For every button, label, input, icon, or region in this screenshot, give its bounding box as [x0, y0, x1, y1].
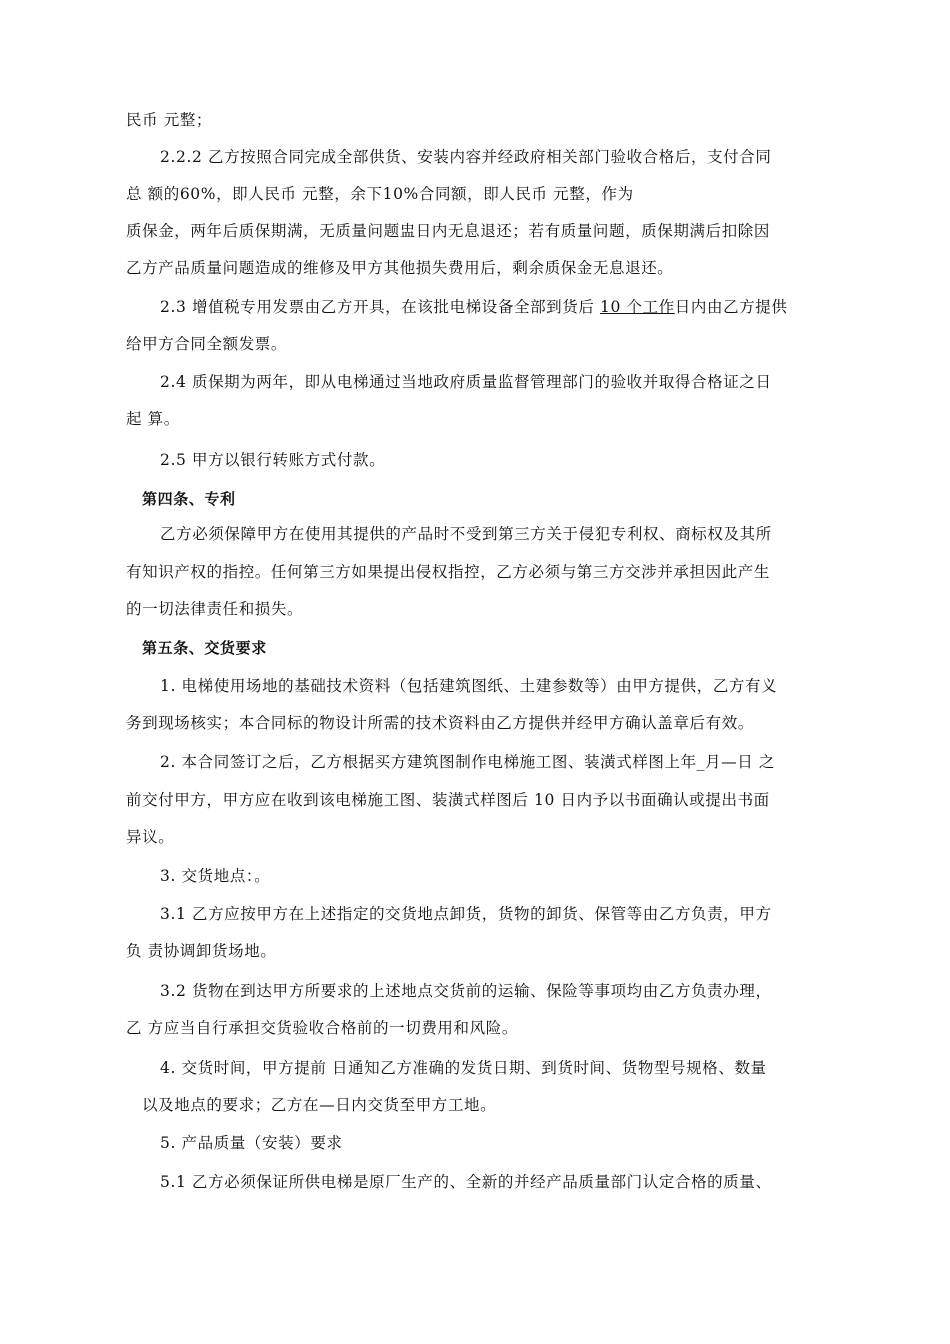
text-line: 乙方必须保障甲方在使用其提供的产品时不受到第三方关于侵犯专利权、商标权及其所 [160, 525, 772, 543]
text-line: 前交付甲方，甲方应在收到该电梯施工图、装潢式样图后 10 日内予以书面确认或提出书面 [126, 791, 770, 809]
text-line: 负 责协调卸货场地。 [126, 942, 277, 960]
underlined-working-days: 10 个工作 [600, 298, 675, 316]
text-line: 总 额的60%，即人民币 元整，余下10%合同额，即人民币 元整，作为 [126, 185, 634, 203]
text-line: 3. 交货地点：。 [160, 867, 271, 885]
section-heading-delivery: 第五条、交货要求 [142, 639, 267, 657]
text-line: 务到现场核实；本合同标的物设计所需的技术资料由乙方提供并经甲方确认盖章后有效。 [126, 714, 754, 732]
text-line: 3.2 货物在到达甲方所要求的上述地点交货前的运输、保险等事项均由乙方负责办理， [160, 982, 772, 1000]
text-line: 质保金，两年后质保期满，无质量问题盅日内无息退还；若有质量问题，质保期满后扣除因 [126, 222, 771, 240]
invoice-clause-text: 2.3 增值税专用发票由乙方开具，在该批电梯设备全部到货后 [160, 298, 601, 316]
text-line: 2. 本合同签订之后，乙方根据买方建筑图制作电梯施工图、装潢式样图上年_月—日 之 [160, 753, 775, 771]
text-line: 5. 产品质量（安装）要求 [160, 1134, 343, 1152]
text-line: 3.1 乙方应按甲方在上述指定的交货地点卸货，货物的卸货、保管等由乙方负责，甲方 [160, 905, 772, 923]
text-line: 的一切法律责任和损失。 [126, 600, 304, 618]
text-line: 有知识产权的指控。任何第三方如果提出侵权指控，乙方必须与第三方交涉并承担因此产生 [126, 563, 771, 581]
text-line: 给甲方合同全额发票。 [126, 335, 288, 353]
text-line: 1. 电梯使用场地的基础技术资料（包括建筑图纸、土建参数等）由甲方提供，乙方有义 [160, 677, 778, 695]
text-line: 2.2.2 乙方按照合同完成全部供货、安装内容并经政府相关部门验收合格后，支付合同 [160, 148, 772, 166]
text-line: 民币 元整； [126, 111, 213, 129]
text-line: 5.1 乙方必须保证所供电梯是原厂生产的、全新的并经产品质量部门认定合格的质量、 [160, 1173, 772, 1191]
section-heading-patent: 第四条、专利 [142, 490, 236, 508]
text-line: 以及地点的要求；乙方在—日内交货至甲方工地。 [142, 1096, 497, 1114]
text-line: 乙 方应当自行承担交货验收合格前的一切费用和风险。 [126, 1019, 518, 1037]
text-line: 2.4 质保期为两年，即从电梯通过当地政府质量监督管理部门的验收并取得合格证之日 [160, 373, 772, 391]
text-line: 起 算。 [126, 410, 180, 428]
text-line: 2.5 甲方以银行转账方式付款。 [160, 451, 386, 469]
text-line: 4. 交货时间，甲方提前 日通知乙方准确的发货日期、到货时间、货物型号规格、数量 [160, 1059, 767, 1077]
text-line: 乙方产品质量问题造成的维修及甲方其他损失费用后，剩余质保金无息退还。 [126, 259, 674, 277]
text-line: 异议。 [126, 828, 175, 846]
invoice-clause-line [160, 297, 787, 317]
invoice-clause-text-end: 日内由乙方提供 [674, 298, 788, 316]
